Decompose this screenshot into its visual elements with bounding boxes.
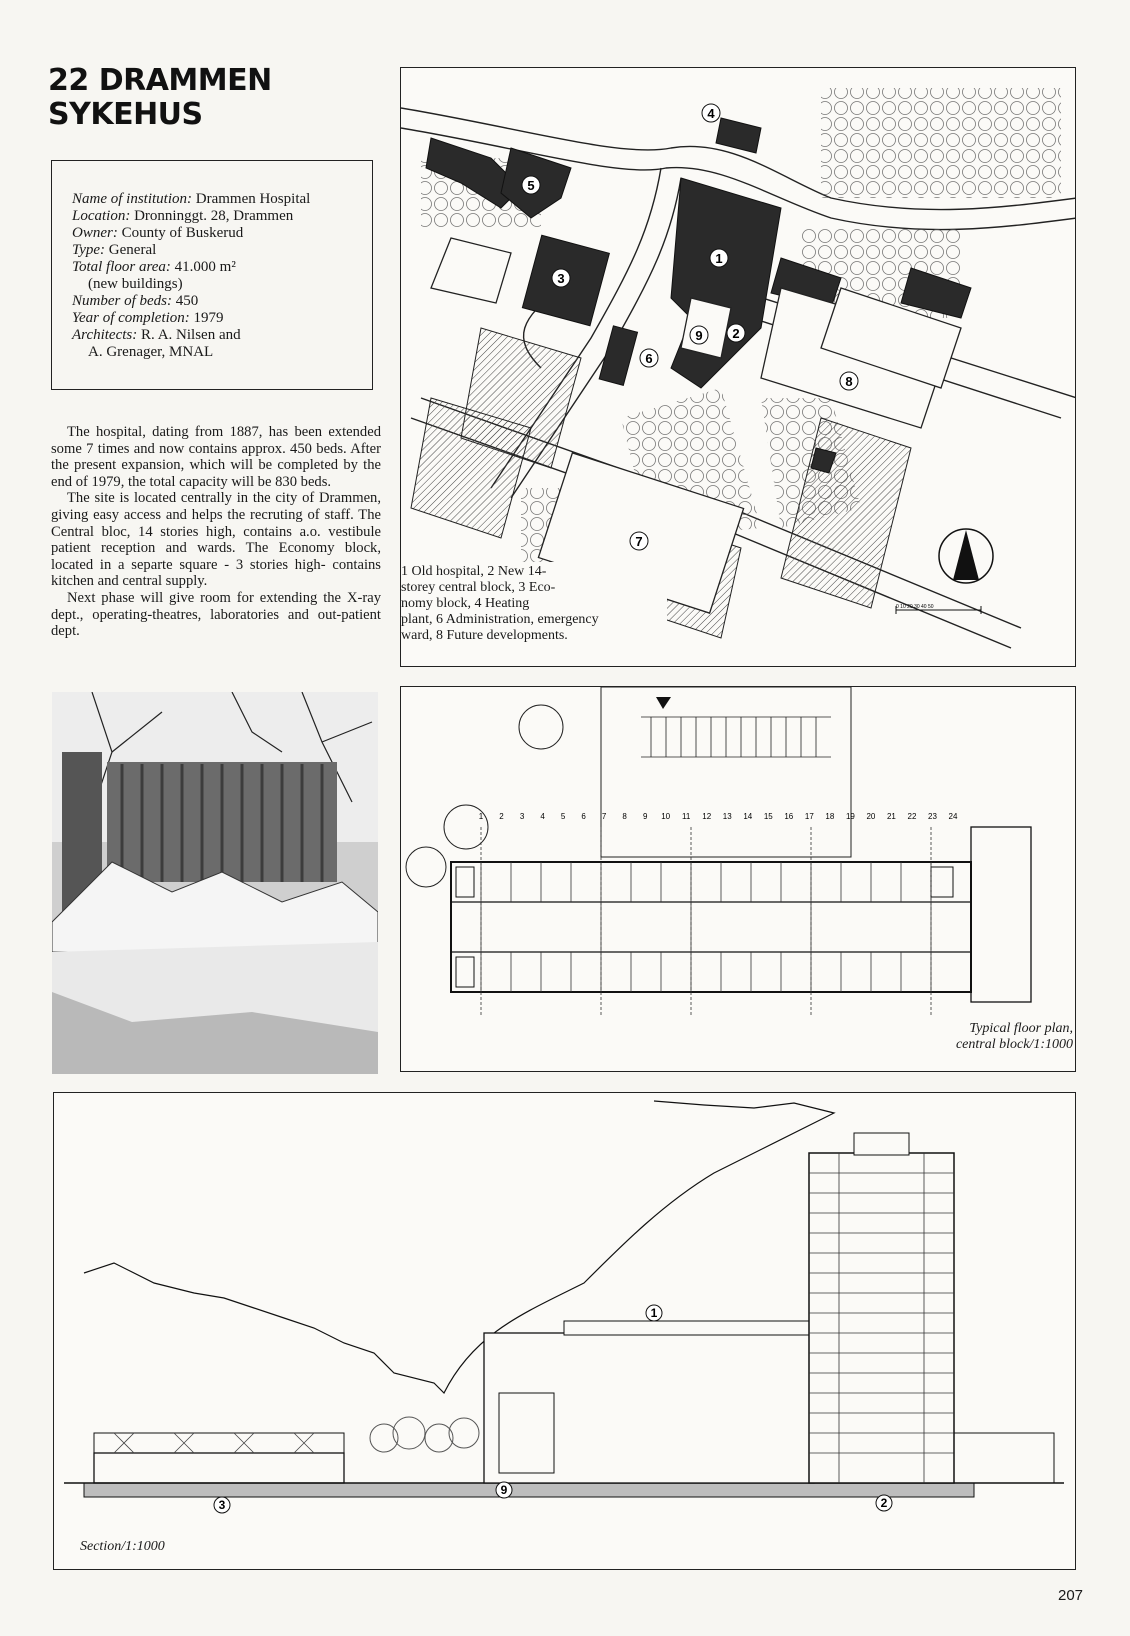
info-beds: Number of beds: 450 [72, 293, 199, 309]
floor-plan-axis-label: 22 [907, 812, 917, 821]
info-owner: Owner: County of Buskerud [72, 225, 244, 241]
floor-plan-caption-line-1: Typical floor plan, [969, 1021, 1073, 1036]
title-line-1: 22 DRAMMEN [48, 63, 272, 98]
site-marker-7: 7 [635, 534, 643, 549]
scale-bar-label: 0 10 20 30 40 50 [896, 604, 934, 610]
floor-plan-axis-label: 14 [743, 812, 753, 821]
site-marker-5: 5 [527, 178, 535, 193]
body-paragraph-1: The hospital, dating from 1887, has been extended some 7 times and now contains approx. 450 beds. After the present expansion, which will be completed by the end of 1979, the total capacity will be 830 beds. [51, 424, 381, 490]
info-type: Type: General [72, 242, 157, 258]
floor-plan-axis-label: 4 [540, 812, 545, 821]
floor-plan-axis-label: 5 [560, 812, 566, 821]
legend-line-1: 1 Old hospital, 2 New 14- [401, 564, 547, 579]
floor-plan-axis-label: 23 [928, 812, 937, 821]
floor-plan-axis-label: 21 [886, 812, 896, 821]
floor-plan-axis-label: 6 [581, 812, 586, 821]
entrance-arrow-icon [656, 697, 671, 709]
page-number: 207 [1058, 1587, 1084, 1604]
info-completion: Year of completion: 1979 [72, 310, 224, 326]
site-marker-2: 2 [732, 326, 740, 341]
section-marker-3: 3 [218, 1498, 226, 1512]
site-marker-8: 8 [845, 374, 853, 389]
section-marker-9: 9 [500, 1483, 508, 1497]
site-marker-4: 4 [707, 106, 715, 121]
site-marker-6: 6 [645, 351, 653, 366]
site-plan-legend [400, 562, 667, 646]
info-floor-area-note: (new buildings) [88, 276, 183, 292]
floor-plan-axis-label: 18 [825, 812, 835, 821]
floor-plan-axis-label: 3 [519, 812, 525, 821]
body-text [51, 424, 381, 640]
floor-plan-axis-label: 15 [763, 812, 773, 821]
legend-line-2: storey central block, 3 Eco- [401, 580, 556, 595]
floor-plan-axis-label: 8 [622, 812, 627, 821]
section-drawing [54, 1093, 1076, 1570]
info-institution: Name of institution: Drammen Hospital [72, 191, 311, 207]
section-caption: Section/1:1000 [80, 1539, 165, 1554]
info-architects-cont: A. Grenager, MNAL [88, 344, 214, 360]
floor-plan-axis-label: 13 [722, 812, 732, 821]
floor-plan-axis-label: 10 [661, 812, 671, 821]
legend-line-3: nomy block, 4 Heating [401, 596, 530, 611]
site-marker-3: 3 [557, 271, 565, 286]
floor-plan-axis-label: 17 [804, 812, 814, 821]
info-floor-area: Total floor area: 41.000 m² [72, 259, 236, 275]
info-box [51, 160, 373, 390]
legend-line-5: ward, 8 Future developments. [401, 628, 568, 643]
floor-plan-axis-label: 11 [682, 812, 691, 821]
title-line-2: SYKEHUS [48, 97, 203, 132]
section-panel [53, 1092, 1076, 1570]
floor-plan-caption-line-2: central block/1:1000 [955, 1037, 1073, 1052]
site-marker-9: 9 [695, 328, 703, 343]
site-marker-1: 1 [715, 251, 723, 266]
info-architects: Architects: R. A. Nilsen and [72, 327, 241, 343]
section-marker-2: 2 [880, 1496, 888, 1510]
floor-plan-caption [885, 1019, 1076, 1055]
section-marker-1: 1 [650, 1306, 658, 1320]
floor-plan-axis-label: 12 [702, 812, 712, 821]
floor-plan-drawing [401, 687, 1076, 1072]
floor-plan-panel [400, 686, 1076, 1072]
floor-plan-axis-label: 24 [948, 812, 958, 821]
floor-plan-axis-label: 7 [601, 812, 607, 821]
legend-line-4: plant, 6 Administration, emergency [401, 612, 599, 627]
site-plan-panel [400, 67, 1076, 667]
floor-plan-axis-label: 1 [478, 812, 484, 821]
floor-plan-axis-label: 2 [499, 812, 504, 821]
hospital-photo [52, 692, 378, 1074]
info-location: Location: Dronninggt. 28, Drammen [72, 208, 294, 224]
north-arrow-icon [939, 529, 993, 583]
body-paragraph-2: The site is located centrally in the city of Drammen, giving easy access and helps the recruting of staff. The Central bloc, 14 stories high, contains a.o. vestibule patient reception and wards. The Economy block, located in a separte square - 3 stories high- contains kitchen and central supply. [51, 490, 381, 590]
page-title [48, 64, 272, 132]
floor-plan-axis-label: 9 [642, 812, 648, 821]
floor-plan-axis-label: 19 [845, 812, 855, 821]
floor-plan-axis-label: 20 [866, 812, 876, 821]
body-paragraph-3: Next phase will give room for extending the X-ray dept., operating-theatres, laboratories and out-patient dept. [51, 589, 381, 640]
floor-plan-axis-label: 16 [784, 812, 794, 821]
